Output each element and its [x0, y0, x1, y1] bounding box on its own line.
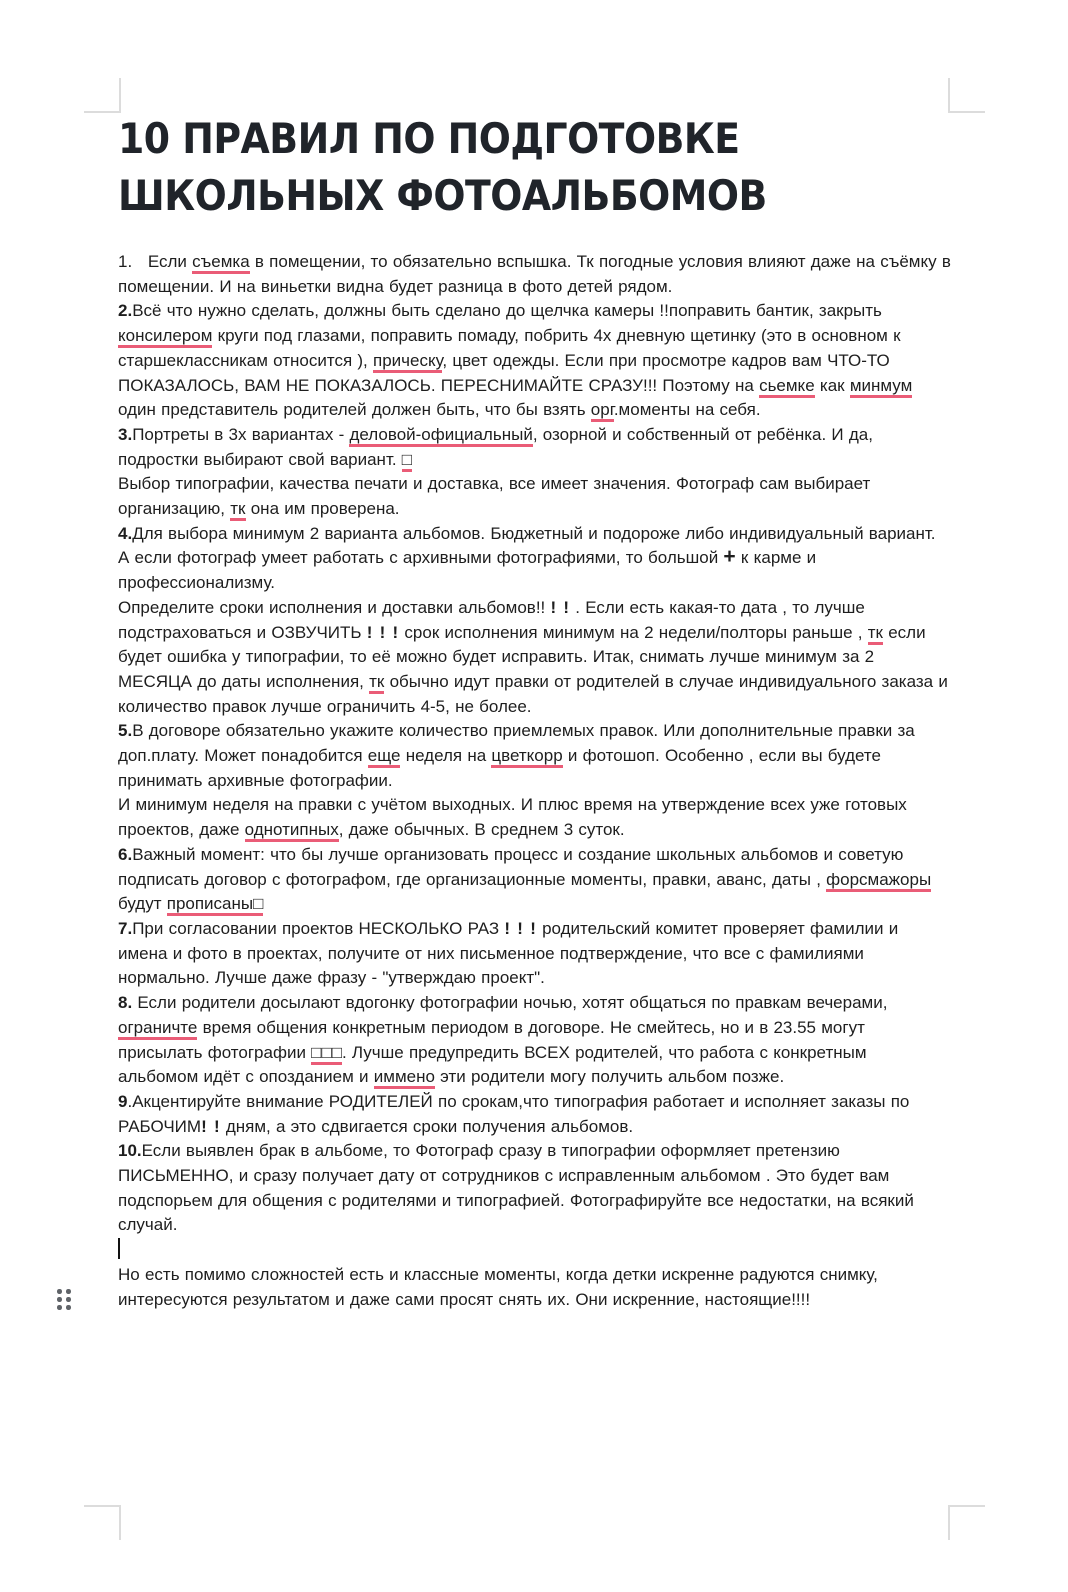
misspelled-word: прописаны□ — [167, 894, 264, 916]
text-cursor — [118, 1238, 120, 1259]
text-segment: , цвет одежды. Если при просмотре кадров вам ЧТО-ТО ПОКАЗАЛОСЬ, ВАМ НЕ ПОКАЗАЛОСЬ. ПЕРЕСНИМАЙТЕ СРАЗУ!!! Поэтому на — [118, 350, 890, 395]
misspelled-word: форсмажоры — [826, 870, 931, 892]
text-segment: 6. — [118, 844, 133, 864]
paragraph — [118, 423, 951, 472]
text-segment: , озорной и собственный от ребёнка. И да, подростки выбирают свой вариант. — [118, 424, 873, 469]
paragraph — [118, 793, 951, 842]
text-segment: дням, а это сдвигается сроки получения альбомов. — [220, 1116, 634, 1136]
document-content — [118, 110, 951, 1312]
text-segment: + — [723, 545, 736, 569]
text-segment: Важный момент: что бы лучше организовать процесс и создание школьных альбомов и советую подписать договор с фотографом, где организационные моменты, правки, аванс, даты , — [118, 844, 904, 889]
text-segment: если будет ошибка у типографии, то её можно будет исправить. Итак, снимать лучше минимум за 2 МЕСЯЦА до даты исполнения, — [118, 622, 926, 691]
document-title-line1: 10 ПРАВИЛ ПО ПОДГОТОВКЕ — [118, 114, 740, 163]
text-segment: . Если есть какая-то дата , то лучше подстраховаться и ОЗВУЧИТЬ — [118, 597, 865, 642]
text-segment: При согласовании проектов НЕСКОЛЬКО РАЗ — [132, 918, 505, 938]
text-segment: обычно идут правки от родителей в случае индивидуального заказа и количество правок лучше ограничить 4-5, не более. — [118, 671, 948, 716]
text-segment: 8. — [118, 993, 133, 1013]
text-segment: Если родители досылают вдогонку фотографии ночью, хотят общаться по правкам вечерами, — [132, 993, 888, 1013]
six-dot-drag-handle-icon[interactable] — [57, 1289, 71, 1310]
paragraph — [118, 299, 951, 423]
misspelled-word: съемка — [192, 252, 250, 274]
text-segment: она им проверена. — [245, 499, 400, 519]
paragraph — [118, 1238, 951, 1263]
paragraph — [118, 1263, 951, 1312]
misspelled-word: консилером — [118, 326, 212, 348]
text-segment: родительский комитет проверяет фамилии и имена и фото в проектах, получите от них письменное подтверждение, что все с фамилиями нормально. Лучше даже фразу - "утверждаю проект". — [118, 918, 899, 988]
misspelled-word: сьемке — [759, 376, 815, 398]
text-segment: неделя на — [400, 746, 492, 766]
text-segment: 2. — [118, 301, 133, 321]
text-segment: В договоре обязательно укажите количество приемлемых правок. Или дополнительные правки за доп.плату. Может понадобится — [118, 721, 915, 766]
document-title-line2: ШКОЛЬНЫХ ФОТОАЛЬБОМОВ — [118, 171, 767, 220]
text-segment: , даже обычных. В среднем 3 суток. — [338, 820, 625, 840]
text-segment: будут — [118, 894, 167, 914]
misspelled-word: однотипных — [245, 820, 339, 842]
misspelled-word: еще — [368, 746, 401, 768]
text-segment: 3. — [118, 424, 133, 444]
text-segment: ! ! — [550, 597, 571, 617]
text-segment: . Лучше предупредить ВСЕХ родителей, что работа с конкретным альбомом идёт с опозданием и — [118, 1042, 867, 1087]
paragraph — [118, 843, 951, 917]
misspelled-word: тк — [369, 672, 384, 694]
text-segment: Всё что нужно сделать, должны быть сделано до щелчка камеры !!поправить бантик, закрыть — [132, 301, 882, 321]
misspelled-word: орг — [591, 400, 614, 422]
document-body — [118, 250, 951, 1312]
text-segment: ! ! ! — [366, 622, 400, 642]
misspelled-word: ограничте — [118, 1018, 197, 1040]
text-segment: ! ! — [201, 1116, 221, 1136]
margin-corner-mark-bottom-right — [948, 1505, 985, 1540]
misspelled-word: тк — [230, 499, 245, 521]
document-title — [118, 110, 951, 224]
paragraph — [118, 522, 951, 596]
paragraph — [118, 250, 951, 299]
paragraph — [118, 719, 951, 793]
text-segment: .Акцентируйте внимание РОДИТЕЛЕЙ по срокам,что типография работает и исполняет заказы по РАБОЧИМ — [118, 1091, 910, 1136]
text-segment: эти родители могу получить альбом позже. — [434, 1067, 785, 1087]
text-segment: Определите сроки исполнения и доставки альбомов!! — [118, 597, 551, 617]
misspelled-word: □□□ — [311, 1043, 342, 1065]
text-segment: и фотошоп. Особенно , если вы будете принимать архивные фотографии. — [118, 746, 881, 790]
text-segment: 9 — [118, 1091, 128, 1111]
text-segment: Выбор типографии, качества печати и доставка, все имеет значения. Фотограф сам выбирает организацию, — [118, 474, 871, 519]
margin-corner-mark-bottom-left — [84, 1505, 121, 1540]
misspelled-word: минмум — [850, 376, 912, 398]
misspelled-word: тк — [868, 623, 883, 645]
text-segment: 1. Если — [118, 252, 193, 271]
text-segment: 7. — [118, 918, 133, 938]
text-segment: Но есть помимо сложностей есть и классные моменты, когда детки искренне радуются снимку, интересуются результатом и даже сами просят снять их. Они искренние, настоящие!!!! — [118, 1264, 878, 1309]
text-segment: Для выбора минимум 2 варианта альбомов. Бюджетный и подороже либо индивидуальный вариант. А если фотограф умеет работать с архивными фотографиями, то большой — [118, 523, 936, 568]
text-segment: .моменты на себя. — [613, 400, 761, 420]
text-segment: к карме и профессионализму. — [118, 548, 817, 593]
misspelled-word: цветкорр — [491, 746, 562, 768]
text-segment: в помещении, то обязательно вспышка. Тк погодные условия влияют даже на съёмку в помещении. И на виньетки видна будет разница в фото детей рядом. — [118, 252, 951, 296]
text-segment: один представитель родителей должен быть, что бы взять — [118, 400, 591, 420]
paragraph — [118, 1090, 951, 1139]
margin-corner-mark-top-right — [948, 78, 985, 113]
paragraph — [118, 472, 951, 521]
paragraph — [118, 991, 951, 1090]
text-segment: И минимум неделя на правки с учётом выходных. И плюс время на утверждение всех уже готовых проектов, даже — [118, 795, 907, 840]
misspelled-word: иммено — [374, 1067, 435, 1089]
text-segment: 10. — [118, 1141, 142, 1161]
text-segment: Если выявлен брак в альбоме, то Фотограф сразу в типографии оформляет претензию ПИСЬМЕННО, и сразу получает дату от сотрудников с исправленным альбомом . Это будет вам подспорьем для общения с родителями и типографией. Фотографируйте все недостатки, на всякий случай. — [118, 1141, 914, 1235]
misspelled-word: прическу — [373, 351, 442, 373]
misspelled-word: деловой-официальный — [349, 425, 532, 447]
text-segment: срок исполнения минимум на 2 недели/полторы раньше , — [399, 622, 868, 642]
text-segment: Портреты в 3х вариантах - — [132, 424, 350, 444]
paragraph — [118, 596, 951, 720]
margin-corner-mark-top-left — [84, 78, 121, 113]
text-segment: время общения конкретным периодом в договоре. Не смейтесь, но и в 23.55 могут присылать фотографии — [118, 1017, 865, 1062]
text-segment: круги под глазами, поправить помаду, побрить 4х дневную щетинку (это в основном к старшеклассникам относится ), — [118, 326, 901, 370]
text-segment: 4. — [118, 523, 133, 543]
text-segment: как — [814, 375, 850, 395]
text-segment: ! ! ! — [504, 918, 537, 938]
text-segment: 5. — [118, 721, 133, 741]
misspelled-word: □ — [402, 450, 412, 472]
paragraph — [118, 1139, 951, 1238]
paragraph — [118, 917, 951, 991]
